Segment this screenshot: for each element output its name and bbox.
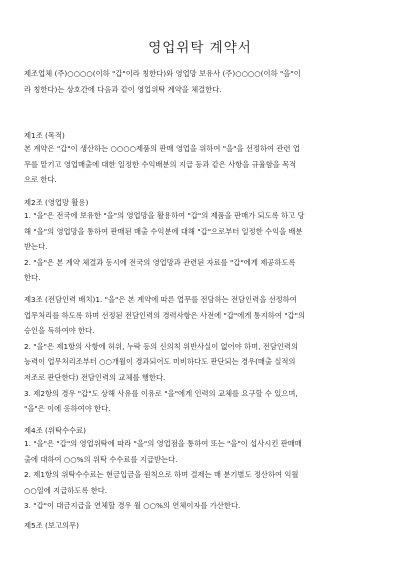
section-1-heading: 제1조 (목적) bbox=[24, 131, 65, 140]
section-1-body bbox=[24, 141, 376, 188]
intro-line: 제조업체 (주)○○○○(이하 "갑"이라 칭한다)와 영업망 보유사 (주)○○○○(이하 "을"이 bbox=[24, 69, 301, 78]
section-line: 무를 맡기고 영업매출에 대한 일정한 수익배분의 지급 등과 같은 사항을 규율함을 목적 bbox=[24, 159, 297, 169]
section-line: 본 계약은 "갑"이 생산하는 ○○○○제품의 판매 영업을 위하여 "을"을 선정하여 관련 업 bbox=[24, 144, 300, 153]
section-line: 2. "을"은 본 계약 체결과 동시에 전국의 영업망과 관련된 자료를 "갑"에게 제공하도록 bbox=[24, 257, 296, 267]
section-5-heading: 제5조 (보고의무) bbox=[24, 521, 79, 530]
section-line: 출에 대하여 ○○%의 위탁 수수료를 지급받는다. bbox=[24, 454, 178, 464]
section-line: 능력이 업무처리조부터 ○○개월이 경과되어도 미비하다도 판단되는 경우(매출 실적의 bbox=[24, 357, 296, 367]
section-line: 2. "을"은 제1항의 사항에 허위, 누락 등의 신의칙 위반사실이 없어야 하며, 전담인력의 bbox=[24, 341, 299, 351]
intro-line: 라 칭한다)는 상호간에 다음과 같이 영업위탁 계약을 체결한다. bbox=[24, 84, 222, 94]
section-3-body bbox=[24, 292, 376, 417]
section-line: ○○일에 지급하도록 한다. bbox=[24, 485, 108, 495]
section-line: "을"은 이에 응하여야 한다. bbox=[24, 404, 111, 414]
document-title: 영업위탁 계약서 bbox=[148, 40, 252, 56]
section-line: 업무처리를 하도록 하며 선정된 전담인력의 경력사항은 사전에 "갑"에게 통지하여 "갑"의 bbox=[24, 310, 306, 320]
section-line: 2. 제1항의 위탁수수료는 현금입금을 원칙으로 하며 결제는 매 분기별도 정산하여 익월 bbox=[24, 470, 299, 480]
section-4-body bbox=[24, 436, 376, 514]
section-line: 제3조 (전담인력 배치)1. "을"은 본 계약에 따른 업무를 전담하는 전담인력을 선정하여 bbox=[24, 295, 297, 304]
section-line: 3. 제2항의 경우 "갑"도 상해 사유를 이유로 "을"에게 인력의 교체를 요구할 수 있으며, bbox=[24, 388, 298, 398]
section-line: 받는다. bbox=[24, 242, 48, 252]
section-line: 한다. bbox=[24, 273, 41, 283]
section-line: 해 "을"의 영업망을 통하여 판매된 매출 수익분에 대해 "갑"으로부터 일정한 수익을 배분 bbox=[24, 226, 303, 236]
section-line: 1. "을"은 전국에 보유한 "을"의 영업망을 활용하여 "갑"의 제품을 판매가 되도록 하고 당 bbox=[24, 211, 305, 220]
section-line: 으로 한다. bbox=[24, 175, 57, 185]
section-line: 저조로 판단한다) 전담인력의 교체를 행한다. bbox=[24, 372, 166, 382]
section-2-body bbox=[24, 208, 376, 286]
section-2-heading: 제2조 (영업망 활용) bbox=[24, 198, 89, 207]
section-line: 3. "갑"이 대금지급을 연체할 경우 월 ○○%의 연체이자를 가산한다. bbox=[24, 501, 241, 511]
section-line: 승인을 득하여야 한다. bbox=[24, 326, 95, 336]
section-line: 1. "을"은 "갑"의 영업위탁에 따라 "을"의 영업점을 통하여 또는 "을"이 섭사시킨 판매매 bbox=[24, 439, 302, 448]
section-4-heading: 제4조 (위탁수수료) bbox=[24, 426, 86, 435]
intro-paragraph bbox=[24, 66, 376, 97]
